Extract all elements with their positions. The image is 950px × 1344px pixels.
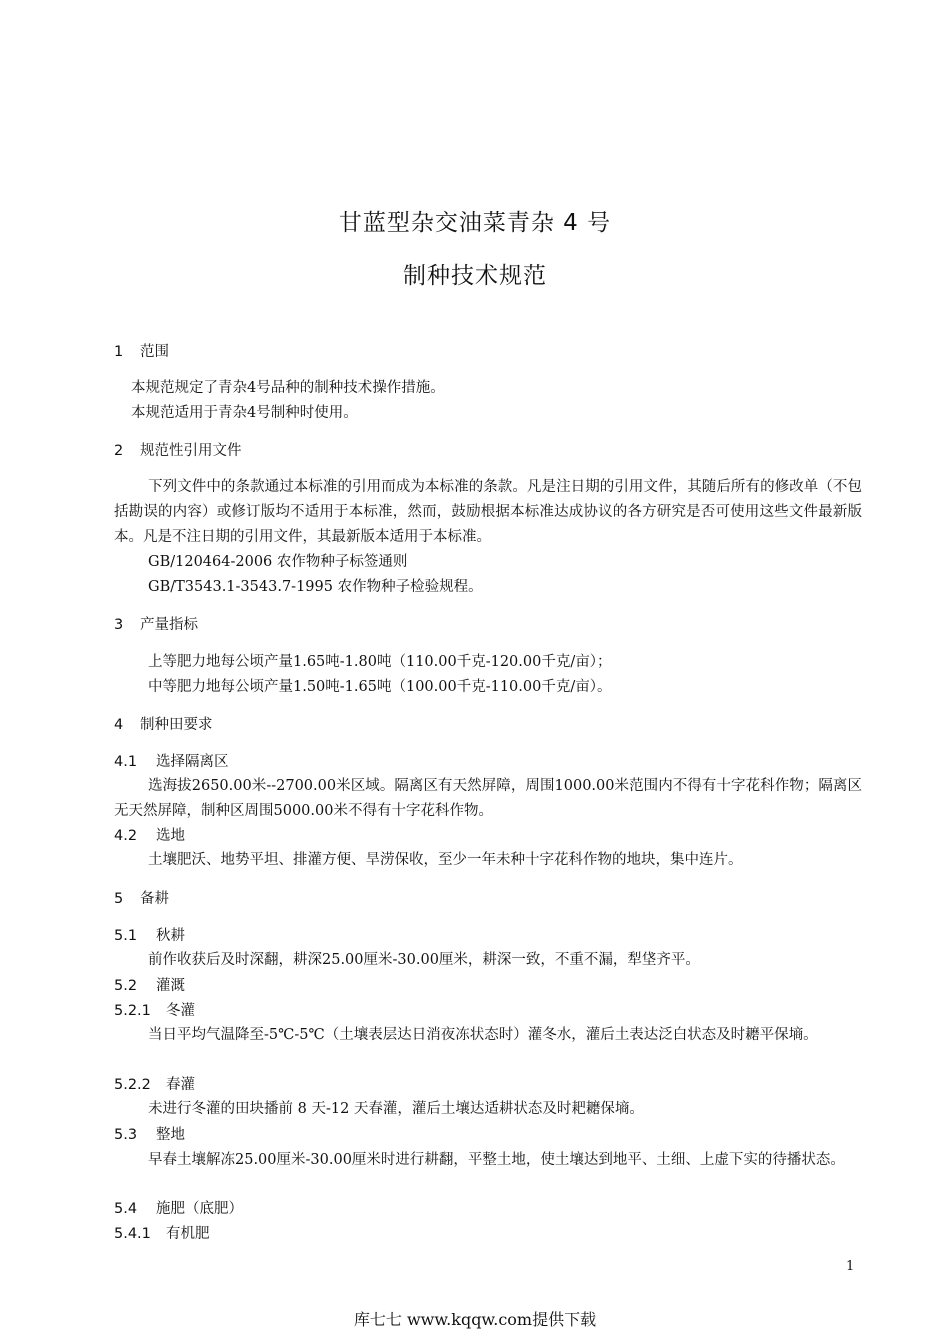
section-title: 规范性引用文件 (140, 443, 242, 459)
section-heading-4-2 (114, 826, 185, 846)
section-heading-4 (114, 715, 213, 735)
section-heading-5-2-1 (114, 1001, 195, 1021)
section-heading-5 (114, 889, 169, 909)
section-heading-4-1 (114, 752, 229, 772)
section-number: 4.1 (114, 754, 138, 770)
section-heading-5-1 (114, 926, 185, 946)
paragraph: 未进行冬灌的田块播前 8 天-12 天春灌，灌后土壤达适耕状态及时耙耱保墒。 (148, 1101, 644, 1117)
section-heading-5-2 (114, 976, 185, 996)
section-title: 范围 (140, 344, 169, 360)
section-number: 5.2 (114, 978, 138, 994)
paragraph: 中等肥力地每公顷产量1.50吨-1.65吨（100.00千克-110.00千克/亩）。 (148, 679, 612, 695)
section-number: 4 (114, 717, 124, 733)
paragraph-text: 早春土壤解冻25.00厘米-30.00厘米时进行耕翻，平整土地，使土壤达到地平、土细、上虚下实的待播状态。 (148, 1152, 845, 1168)
section-heading-3 (114, 615, 198, 635)
section-title: 冬灌 (166, 1003, 195, 1019)
paragraph (114, 475, 862, 550)
section-title: 整地 (156, 1127, 185, 1143)
paragraph-text: 当日平均气温降至-5℃-5℃（土壤表层达日消夜冻状态时）灌冬水，灌后土表达泛白状态及时耱平保墒。 (148, 1027, 818, 1043)
section-number: 2 (114, 443, 124, 459)
paragraph: 本规范规定了青杂4号品种的制种技术操作措施。 (131, 380, 445, 396)
paragraph-text: 选海拔2650.00米--2700.00米区域。隔离区有天然屏障，周围1000.00米范围内不得有十字花科作物；隔离区无天然屏障，制种区周围5000.00米不得有十字花科作物。 (114, 778, 862, 819)
section-title: 秋耕 (156, 928, 185, 944)
document-subtitle: 制种技术规范 (403, 263, 547, 289)
paragraph (114, 1148, 862, 1173)
download-footer: 库七七 www.kqqw.com提供下载 (353, 1310, 597, 1329)
paragraph (114, 1023, 862, 1048)
page-number: 1 (846, 1259, 855, 1274)
section-number: 5 (114, 891, 124, 907)
section-title: 施肥（底肥） (156, 1201, 243, 1217)
section-heading-2 (114, 441, 242, 461)
section-number: 3 (114, 617, 124, 633)
section-title: 灌溉 (156, 978, 185, 994)
paragraph (114, 774, 862, 824)
section-number: 5.4 (114, 1201, 138, 1217)
section-number: 5.1 (114, 928, 138, 944)
paragraph-text: 下列文件中的条款通过本标准的引用而成为本标准的条款。凡是注日期的引用文件，其随后所有的修改单（不包括勘误的内容）或修订版均不适用于本标准，然而，鼓励根据本标准达成协议的各方研究是否可使用这些文件最新版本。凡是不注日期的引用文件，其最新版本适用于本标准。 (114, 479, 862, 545)
reference-item: GB/T3543.1-3543.7-1995 农作物种子检验规程。 (148, 579, 483, 595)
reference-item: GB/120464-2006 农作物种子标签通则 (148, 554, 408, 570)
section-heading-1 (114, 342, 169, 362)
section-number: 1 (114, 344, 124, 360)
section-heading-5-3 (114, 1125, 185, 1145)
section-heading-5-4 (114, 1199, 243, 1219)
section-title: 选择隔离区 (156, 754, 229, 770)
section-heading-5-4-1 (114, 1224, 210, 1244)
section-number: 5.2.2 (114, 1077, 151, 1093)
section-title: 产量指标 (140, 617, 198, 633)
paragraph: 上等肥力地每公顷产量1.65吨-1.80吨（110.00千克-120.00千克/亩）； (148, 654, 612, 670)
section-title: 备耕 (140, 891, 169, 907)
paragraph: 前作收获后及时深翻，耕深25.00厘米-30.00厘米，耕深一致，不重不漏，犁垡齐平。 (148, 952, 700, 968)
section-number: 5.3 (114, 1127, 138, 1143)
paragraph: 本规范适用于青杂4号制种时使用。 (131, 405, 358, 421)
section-title: 制种田要求 (140, 717, 213, 733)
section-title: 选地 (156, 828, 185, 844)
document-title: 甘蓝型杂交油菜青杂 4 号 (338, 210, 612, 236)
section-heading-5-2-2 (114, 1075, 195, 1095)
section-number: 5.4.1 (114, 1226, 151, 1242)
section-number: 5.2.1 (114, 1003, 151, 1019)
section-title: 春灌 (166, 1077, 195, 1093)
paragraph: 土壤肥沃、地势平坦、排灌方便、旱涝保收，至少一年未种十字花科作物的地块，集中连片。 (148, 852, 743, 868)
section-title: 有机肥 (166, 1226, 210, 1242)
section-number: 4.2 (114, 828, 138, 844)
